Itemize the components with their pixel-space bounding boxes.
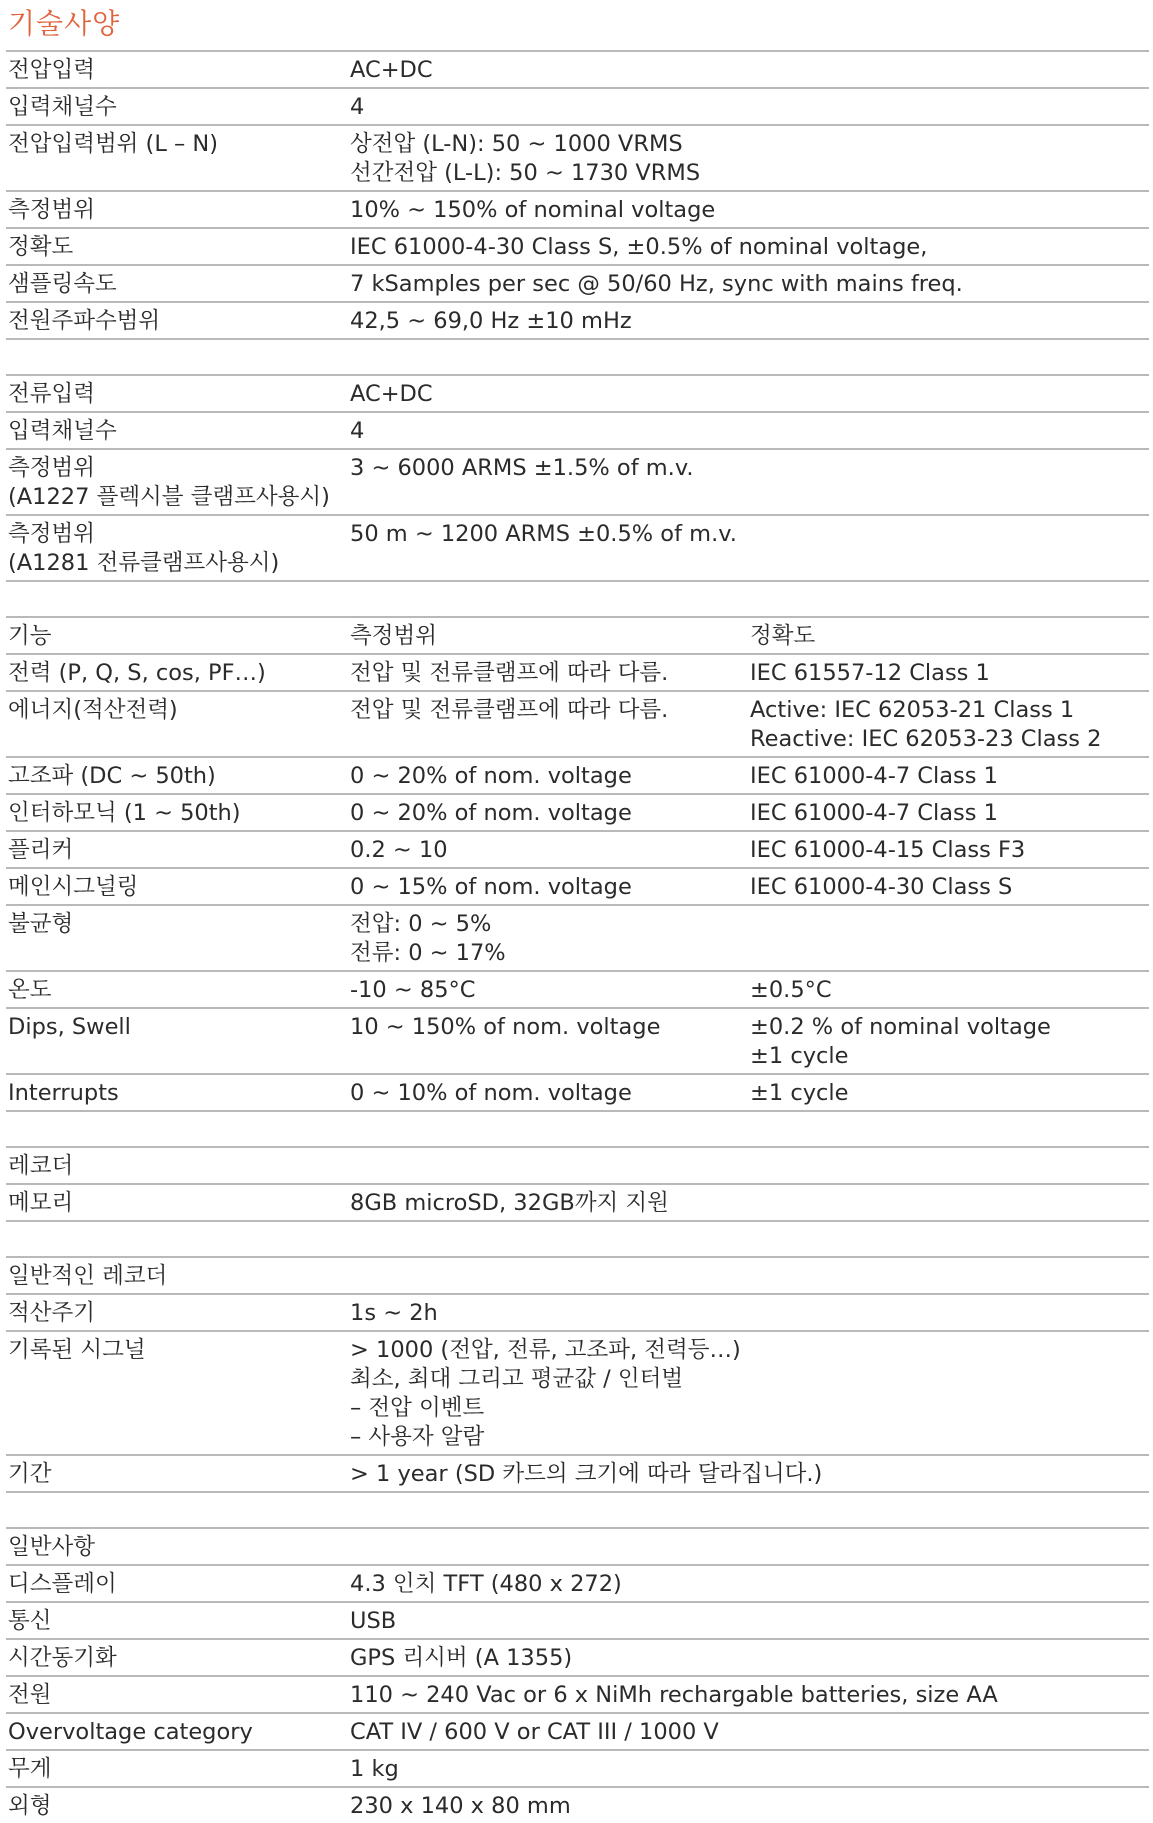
function-range bbox=[350, 762, 750, 791]
function-accuracy-line: IEC 61557-12 Class 1 bbox=[750, 660, 990, 686]
function-name: 고조파 (DC ~ 50th) bbox=[8, 763, 216, 789]
spec-label: 전원주파수범위 bbox=[8, 308, 161, 334]
function-name: 온도 bbox=[8, 977, 52, 1003]
spec-row bbox=[6, 1564, 1149, 1601]
function-range bbox=[350, 799, 750, 828]
spec-row bbox=[6, 411, 1149, 448]
function-range-line: 0 ~ 20% of nom. voltage bbox=[350, 763, 632, 789]
spec-label: 입력채널수 bbox=[8, 94, 117, 120]
function-range bbox=[350, 1013, 750, 1071]
spec-label: 메모리 bbox=[8, 1190, 74, 1216]
spec-value: 50 m ~ 1200 ARMS ±0.5% of m.v. bbox=[350, 521, 737, 547]
spec-label-line: (A1227 플렉시블 클램프사용시) bbox=[8, 484, 330, 510]
spec-row bbox=[6, 1256, 1149, 1293]
function-range bbox=[350, 696, 750, 754]
function-range bbox=[350, 836, 750, 865]
column-header-range: 측정범위 bbox=[350, 623, 437, 649]
function-accuracy bbox=[750, 873, 1149, 902]
spec-label: 전압입력 bbox=[8, 57, 95, 83]
functions-row bbox=[6, 904, 1149, 970]
spec-value-line: – 전압 이벤트 bbox=[350, 1395, 485, 1421]
section-divider bbox=[6, 580, 1149, 616]
function-accuracy-line: IEC 61000-4-7 Class 1 bbox=[750, 763, 998, 789]
spec-row bbox=[6, 124, 1149, 190]
spec-label: 적산주기 bbox=[8, 1300, 95, 1326]
function-range-line: 전압 및 전류클램프에 따라 다름. bbox=[350, 697, 669, 723]
function-range bbox=[350, 910, 750, 968]
general-recorder-section bbox=[6, 1256, 1149, 1491]
spec-value bbox=[350, 1533, 1149, 1562]
spec-row bbox=[6, 514, 1149, 580]
spec-row bbox=[6, 1638, 1149, 1675]
spec-value: 42,5 ~ 69,0 Hz ±10 mHz bbox=[350, 308, 632, 334]
function-range-line: 0 ~ 10% of nom. voltage bbox=[350, 1080, 632, 1106]
function-accuracy bbox=[750, 659, 1149, 688]
spec-value-line: – 사용자 알람 bbox=[350, 1424, 485, 1450]
spec-row bbox=[6, 227, 1149, 264]
function-accuracy bbox=[750, 836, 1149, 865]
spec-value bbox=[350, 1262, 1149, 1291]
spec-sheet bbox=[6, 50, 1149, 1823]
functions-header-row bbox=[6, 616, 1149, 653]
function-name: 불균형 bbox=[8, 911, 74, 937]
section-divider bbox=[6, 1110, 1149, 1146]
functions-row bbox=[6, 867, 1149, 904]
spec-row bbox=[6, 264, 1149, 301]
spec-row bbox=[6, 1712, 1149, 1749]
function-range-line: -10 ~ 85°C bbox=[350, 977, 476, 1003]
function-accuracy-line: Active: IEC 62053-21 Class 1 bbox=[750, 697, 1075, 723]
functions-row bbox=[6, 1073, 1149, 1110]
spec-value bbox=[350, 1152, 1149, 1181]
function-range-line: 전압: 0 ~ 5% bbox=[350, 911, 492, 937]
spec-value: 7 kSamples per sec @ 50/60 Hz, sync with mains freq. bbox=[350, 271, 963, 297]
functions-row bbox=[6, 830, 1149, 867]
spec-label-line: (A1281 전류클램프사용시) bbox=[8, 550, 280, 576]
function-name: 메인시그널링 bbox=[8, 874, 139, 900]
column-header-accuracy: 정확도 bbox=[750, 623, 816, 649]
function-range-line: 0 ~ 20% of nom. voltage bbox=[350, 800, 632, 826]
functions-row bbox=[6, 653, 1149, 690]
spec-value: 4 bbox=[350, 418, 365, 444]
function-accuracy-line: ±1 cycle bbox=[750, 1043, 849, 1069]
spec-row bbox=[6, 1601, 1149, 1638]
spec-value bbox=[350, 1336, 1149, 1452]
spec-value-line: 상전압 (L-N): 50 ~ 1000 VRMS bbox=[350, 131, 683, 157]
spec-label: 정확도 bbox=[8, 234, 74, 260]
spec-value-line: 최소, 최대 그리고 평균값 / 인터벌 bbox=[350, 1366, 684, 1392]
spec-value-line: > 1000 (전압, 전류, 고조파, 전력등…) bbox=[350, 1337, 741, 1363]
function-accuracy bbox=[750, 976, 1149, 1005]
spec-label-line: 측정범위 bbox=[8, 455, 95, 481]
spec-value bbox=[350, 130, 1149, 188]
section-divider bbox=[6, 338, 1149, 374]
function-name: 플리커 bbox=[8, 837, 74, 863]
spec-row bbox=[6, 1749, 1149, 1786]
spec-label: 통신 bbox=[8, 1608, 52, 1634]
spec-label: 외형 bbox=[8, 1793, 52, 1819]
spec-label: 무게 bbox=[8, 1756, 52, 1782]
section-heading: 레코더 bbox=[8, 1153, 74, 1179]
spec-label bbox=[6, 454, 350, 512]
spec-label: 측정범위 bbox=[8, 197, 95, 223]
spec-value: > 1 year (SD 카드의 크기에 따라 달라집니다.) bbox=[350, 1461, 823, 1487]
function-accuracy bbox=[750, 1079, 1149, 1108]
function-range-line: 전압 및 전류클램프에 따라 다름. bbox=[350, 660, 669, 686]
spec-value: AC+DC bbox=[350, 381, 433, 407]
function-name: 전력 (P, Q, S, cos, PF…) bbox=[8, 660, 266, 686]
spec-value: 230 x 140 x 80 mm bbox=[350, 1793, 571, 1819]
spec-row bbox=[6, 1293, 1149, 1330]
spec-label: 기간 bbox=[8, 1461, 52, 1487]
function-range bbox=[350, 873, 750, 902]
section-divider bbox=[6, 1220, 1149, 1256]
spec-value: 4.3 인치 TFT (480 x 272) bbox=[350, 1571, 622, 1597]
function-accuracy bbox=[750, 762, 1149, 791]
spec-row bbox=[6, 190, 1149, 227]
section-divider bbox=[6, 1491, 1149, 1527]
spec-row bbox=[6, 448, 1149, 514]
function-range-line: 10 ~ 150% of nom. voltage bbox=[350, 1014, 661, 1040]
spec-label-line: 측정범위 bbox=[8, 521, 95, 547]
spec-value: USB bbox=[350, 1608, 397, 1634]
section-heading: 일반적인 레코더 bbox=[8, 1263, 168, 1289]
function-accuracy-line: Reactive: IEC 62053-23 Class 2 bbox=[750, 726, 1102, 752]
voltage-section bbox=[6, 50, 1149, 338]
spec-row bbox=[6, 1454, 1149, 1491]
spec-row bbox=[6, 1527, 1149, 1564]
function-name: 에너지(적산전력) bbox=[8, 697, 178, 723]
page-title: 기술사양 bbox=[8, 7, 121, 40]
function-accuracy-line: IEC 61000-4-15 Class F3 bbox=[750, 837, 1026, 863]
function-range-line: 전류: 0 ~ 17% bbox=[350, 940, 506, 966]
functions-row bbox=[6, 970, 1149, 1007]
section-heading: 일반사항 bbox=[8, 1534, 95, 1560]
function-accuracy-line: ±0.5°C bbox=[750, 977, 832, 1003]
function-range-line: 0 ~ 15% of nom. voltage bbox=[350, 874, 632, 900]
spec-value: CAT IV / 600 V or CAT III / 1000 V bbox=[350, 1719, 719, 1745]
function-range bbox=[350, 976, 750, 1005]
spec-value: GPS 리시버 (A 1355) bbox=[350, 1645, 573, 1671]
spec-value: 8GB microSD, 32GB까지 지원 bbox=[350, 1190, 669, 1216]
spec-row bbox=[6, 1183, 1149, 1220]
current-section bbox=[6, 374, 1149, 580]
function-accuracy bbox=[750, 1013, 1149, 1071]
spec-row bbox=[6, 1786, 1149, 1823]
general-section bbox=[6, 1527, 1149, 1823]
spec-value: 110 ~ 240 Vac or 6 x NiMh rechargable batteries, size AA bbox=[350, 1682, 998, 1708]
functions-section bbox=[6, 616, 1149, 1110]
spec-value: 10% ~ 150% of nominal voltage bbox=[350, 197, 716, 223]
spec-value: 1 kg bbox=[350, 1756, 399, 1782]
spec-row bbox=[6, 1146, 1149, 1183]
spec-row bbox=[6, 374, 1149, 411]
spec-label bbox=[6, 520, 350, 578]
function-accuracy-line: ±1 cycle bbox=[750, 1080, 849, 1106]
column-header-function: 기능 bbox=[8, 623, 52, 649]
functions-table-body bbox=[6, 653, 1149, 1110]
spec-value: IEC 61000-4-30 Class S, ±0.5% of nominal voltage, bbox=[350, 234, 928, 260]
function-accuracy bbox=[750, 910, 1149, 968]
spec-label: 전류입력 bbox=[8, 381, 95, 407]
function-name: 인터하모닉 (1 ~ 50th) bbox=[8, 800, 241, 826]
spec-label: 전원 bbox=[8, 1682, 52, 1708]
function-name: Interrupts bbox=[8, 1080, 119, 1106]
spec-row bbox=[6, 87, 1149, 124]
functions-row bbox=[6, 793, 1149, 830]
spec-value: 3 ~ 6000 ARMS ±1.5% of m.v. bbox=[350, 455, 694, 481]
spec-label: 디스플레이 bbox=[8, 1571, 117, 1597]
spec-row bbox=[6, 1330, 1149, 1454]
function-accuracy bbox=[750, 799, 1149, 828]
spec-row bbox=[6, 301, 1149, 338]
spec-row bbox=[6, 1675, 1149, 1712]
functions-row bbox=[6, 1007, 1149, 1073]
function-range bbox=[350, 1079, 750, 1108]
spec-row bbox=[6, 50, 1149, 87]
functions-row bbox=[6, 756, 1149, 793]
spec-label: 시간동기화 bbox=[8, 1645, 117, 1671]
spec-value: 1s ~ 2h bbox=[350, 1300, 438, 1326]
recorder-section bbox=[6, 1146, 1149, 1220]
function-range bbox=[350, 659, 750, 688]
spec-label: 입력채널수 bbox=[8, 418, 117, 444]
spec-value-line: 선간전압 (L-L): 50 ~ 1730 VRMS bbox=[350, 160, 701, 186]
function-accuracy bbox=[750, 696, 1149, 754]
spec-label: 샘플링속도 bbox=[8, 271, 117, 297]
function-range-line: 0.2 ~ 10 bbox=[350, 837, 448, 863]
spec-label: 전압입력범위 (L – N) bbox=[8, 131, 219, 157]
function-accuracy-line: IEC 61000-4-30 Class S bbox=[750, 874, 1013, 900]
function-accuracy-line: IEC 61000-4-7 Class 1 bbox=[750, 800, 998, 826]
function-name: Dips, Swell bbox=[8, 1014, 131, 1040]
spec-value: AC+DC bbox=[350, 57, 433, 83]
function-accuracy-line: ±0.2 % of nominal voltage bbox=[750, 1014, 1051, 1040]
functions-row bbox=[6, 690, 1149, 756]
spec-label: Overvoltage category bbox=[8, 1719, 253, 1745]
spec-label: 기록된 시그널 bbox=[8, 1337, 146, 1363]
spec-value: 4 bbox=[350, 94, 365, 120]
